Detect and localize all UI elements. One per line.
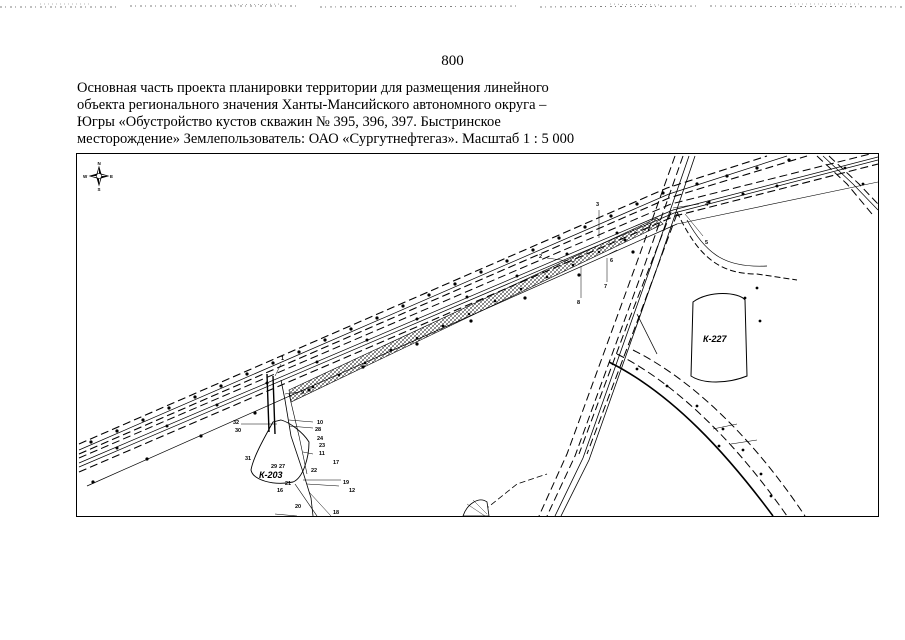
bottom-feature: [463, 500, 489, 516]
point-label-21: 21: [285, 481, 292, 487]
point-label-9: 9: [301, 390, 305, 396]
point-label-24: 24: [317, 436, 324, 442]
point-label-31: 31: [245, 456, 252, 462]
compass-east-label: E: [110, 174, 114, 179]
point-label-5: 5: [705, 240, 709, 246]
point-label-30: 30: [235, 428, 242, 434]
lower-right-markers: [636, 368, 773, 498]
caption-line-1: Основная часть проекта планировки территории для размещения линейного: [77, 80, 549, 96]
document-caption: [77, 80, 637, 148]
pad-k227: [691, 294, 747, 383]
scan-edge-noise: [0, 0, 905, 14]
caption-line-3: Югры «Обустройство кустов скважин № 395, 396, 397. Быстринское: [77, 114, 501, 130]
point-label-23: 23: [319, 443, 326, 449]
point-label-8: 8: [577, 300, 581, 306]
point-label-2: 2: [539, 254, 543, 260]
map-drawing: [77, 154, 878, 516]
point-label-11: 11: [319, 451, 325, 457]
point-label-4: 4: [705, 202, 709, 208]
point-label-32: 32: [233, 420, 240, 426]
compass-south-label: S: [97, 187, 101, 192]
point-label-17: 17: [333, 460, 340, 466]
compass-west-label: W: [83, 174, 88, 179]
caption-line-2: объекта регионального значения Ханты-Мансийского автономного округа –: [77, 97, 547, 113]
point-label-16: 16: [277, 488, 284, 494]
point-label-29: 29: [271, 464, 278, 470]
point-label-20: 20: [295, 504, 302, 510]
point-label-3: 3: [596, 202, 600, 208]
pad-k227-label: К-227: [703, 334, 727, 344]
point-label-12: 12: [349, 488, 356, 494]
diagonal-corridor: [539, 156, 695, 516]
point-label-10: 10: [317, 420, 324, 426]
pad-k203-label: К-203: [259, 470, 283, 480]
point-label-19: 19: [343, 480, 350, 486]
compass-north-label: N: [97, 161, 101, 166]
point-label-1: 1: [281, 356, 285, 362]
page-number: 800: [441, 53, 464, 69]
compass-rose-icon: [83, 161, 113, 192]
point-label-18: 18: [333, 510, 340, 516]
point-label-28: 28: [315, 427, 322, 433]
planning-map: [76, 153, 879, 517]
caption-line-4: месторождение» Землепользователь: ОАО «Сургутнефтегаз». Масштаб 1 : 5 000: [77, 131, 575, 147]
lower-right-road: [477, 350, 805, 516]
point-label-7: 7: [604, 284, 608, 290]
point-labels: [233, 202, 709, 516]
point-label-22: 22: [311, 468, 318, 474]
point-label-6: 6: [610, 258, 614, 264]
hatched-road: [289, 218, 663, 402]
pad-k203: [251, 420, 309, 483]
main-corridor: [79, 154, 878, 486]
point-label-27: 27: [279, 464, 286, 470]
